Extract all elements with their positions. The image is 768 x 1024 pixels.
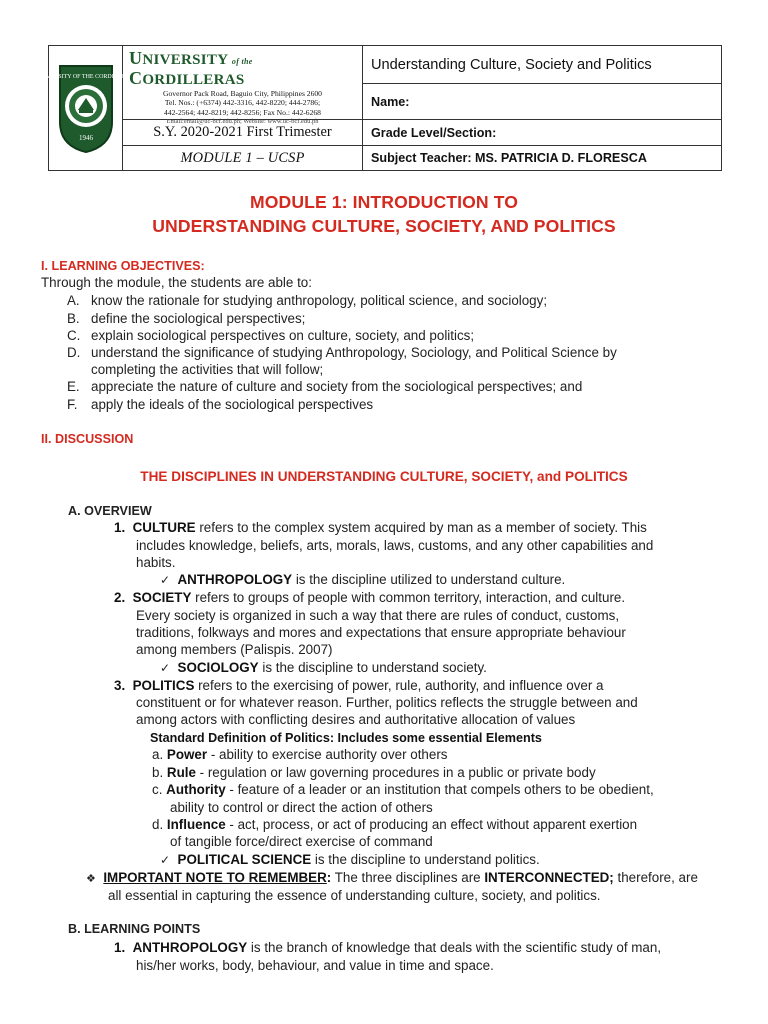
important-note: ❖ IMPORTANT NOTE TO REMEMBER: The three disciplines are INTERCONNECTED; therefore, are [86,870,698,885]
objective-text: completing the activities that will follow; [91,362,324,377]
seal-text: UNIVERSITY OF THE CORDILLERAS [35,74,136,80]
politics-line: among actors with conflicting desires and authoritative allocation of values [136,712,576,727]
politics-item: 3. POLITICS refers to the exercising of power, rule, authority, and influence over a [114,678,604,693]
objective-text: know the rationale for studying anthropology, political science, and sociology; [91,293,548,308]
seal-cell [35,46,136,170]
culture-item: 1. CULTURE refers to the complex system acquired by man as a member of society. This [114,520,647,535]
politics-element-power: a. Power - ability to exercise authority over others [152,747,448,762]
anthropology-check-item: ✓ ANTHROPOLOGY is the discipline utilized to understand culture. [160,572,566,587]
learning-point-line: his/her works, body, behaviour, and value in time and space. [136,958,494,973]
seal-year: 1946 [78,134,93,142]
authority-line: ability to control or direct the action of others [170,800,433,815]
discussion-heading: II. DISCUSSION [41,432,134,446]
politics-element-authority: c. Authority - feature of a leader or an institution that compels others to be obedient, [152,782,654,797]
objective-letter: F. [67,397,78,412]
university-name: UNIVERSITY of the CORDILLERAS [129,48,253,88]
objective-letter: D. [67,345,81,360]
objective-text: define the sociological perspectives; [91,311,306,326]
society-item: 2. SOCIETY refers to groups of people with common territory, interaction, and culture. [114,590,626,605]
learning-points-label: B. LEARNING POINTS [68,922,201,936]
politics-element-influence: d. Influence - act, process, or act of producing an effect without apparent exertion [152,817,638,832]
module-title-line2: UNDERSTANDING CULTURE, SOCIETY, AND POLITICS [152,216,616,236]
objective-letter: A. [67,293,80,308]
society-line: among members (Palispis. 2007) [136,642,333,657]
university-info-column [123,46,363,170]
objective-letter: C. [67,328,81,343]
culture-line: habits. [136,555,176,570]
objective-letter: B. [67,311,80,326]
diamond-bullet-icon: ❖ [86,873,96,885]
school-year: S.Y. 2020-2021 First Trimester [123,120,362,146]
standard-definition-heading: Standard Definition of Politics: Includes some essential Elements [150,731,542,745]
check-icon: ✓ [160,853,171,867]
culture-line: includes knowledge, beliefs, arts, morals, laws, customs, and any other capabilities and [136,538,654,553]
influence-line: of tangible force/direct exercise of command [170,834,433,849]
objective-letter: E. [67,379,80,394]
university-info [123,46,362,126]
university-address: Governor Pack Road, Baguio City, Philippines 2600 Tel. Nos.: (+6374) 442-3316, 442-8220; 444-2786; 442-2564; 442-8219; 442-8256; Fax No.: 442-6268 [163,89,322,117]
society-line: Every society is organized in such a way that there are rules of conduct, customs, [136,608,620,623]
objective-text: apply the ideals of the sociological perspectives [91,397,374,412]
overview-label: A. OVERVIEW [68,504,152,518]
student-info-column [363,46,721,170]
political-science-check-item: ✓ POLITICAL SCIENCE is the discipline to understand politics. [160,852,540,867]
module-title-line1: MODULE 1: INTRODUCTION TO [249,192,519,212]
society-line: traditions, folkways and mores and expectations that ensure appropriate behaviour [136,625,626,640]
objective-text: understand the significance of studying Anthropology, Sociology, and Political Science by [91,345,617,360]
sociology-check-item: ✓ SOCIOLOGY is the discipline to understand society. [160,660,487,675]
check-icon: ✓ [160,661,171,675]
university-email: Email:email@uc-bcf.edu.ph; Website: www.uc-bcf.edu.ph [166,118,319,126]
subject-teacher-field: Subject Teacher: MS. PATRICIA D. FLORESCA [371,151,647,165]
module-label: MODULE 1 – UCSP [180,149,305,166]
course-title: Understanding Culture, Society and Politics [363,46,721,84]
objectives-intro: Through the module, the students are able to: [41,275,312,290]
document-header [35,45,722,171]
learning-point-anthropology: 1. ANTHROPOLOGY is the branch of knowledge that deals with the scientific study of man, [114,940,662,955]
discussion-subheading: THE DISCIPLINES IN UNDERSTANDING CULTURE, SOCIETY, and POLITICS [140,469,628,484]
objectives-heading: I. LEARNING OBJECTIVES: [41,259,205,273]
objective-text: appreciate the nature of culture and society from the sociological perspectives; and [91,379,583,394]
grade-level-field: Grade Level/Section: [363,120,721,146]
name-field: Name: [363,84,721,120]
politics-element-rule: b. Rule - regulation or law governing procedures in a public or private body [152,765,596,780]
important-note-line: all essential in capturing the essence of understanding culture, society, and politics. [108,888,601,903]
check-icon: ✓ [160,573,171,587]
politics-line: constituent or for whatever reason. Further, politics reflects the struggle between and [136,695,638,710]
objective-text: explain sociological perspectives on culture, society, and politics; [91,328,475,343]
university-seal-icon [35,60,136,156]
